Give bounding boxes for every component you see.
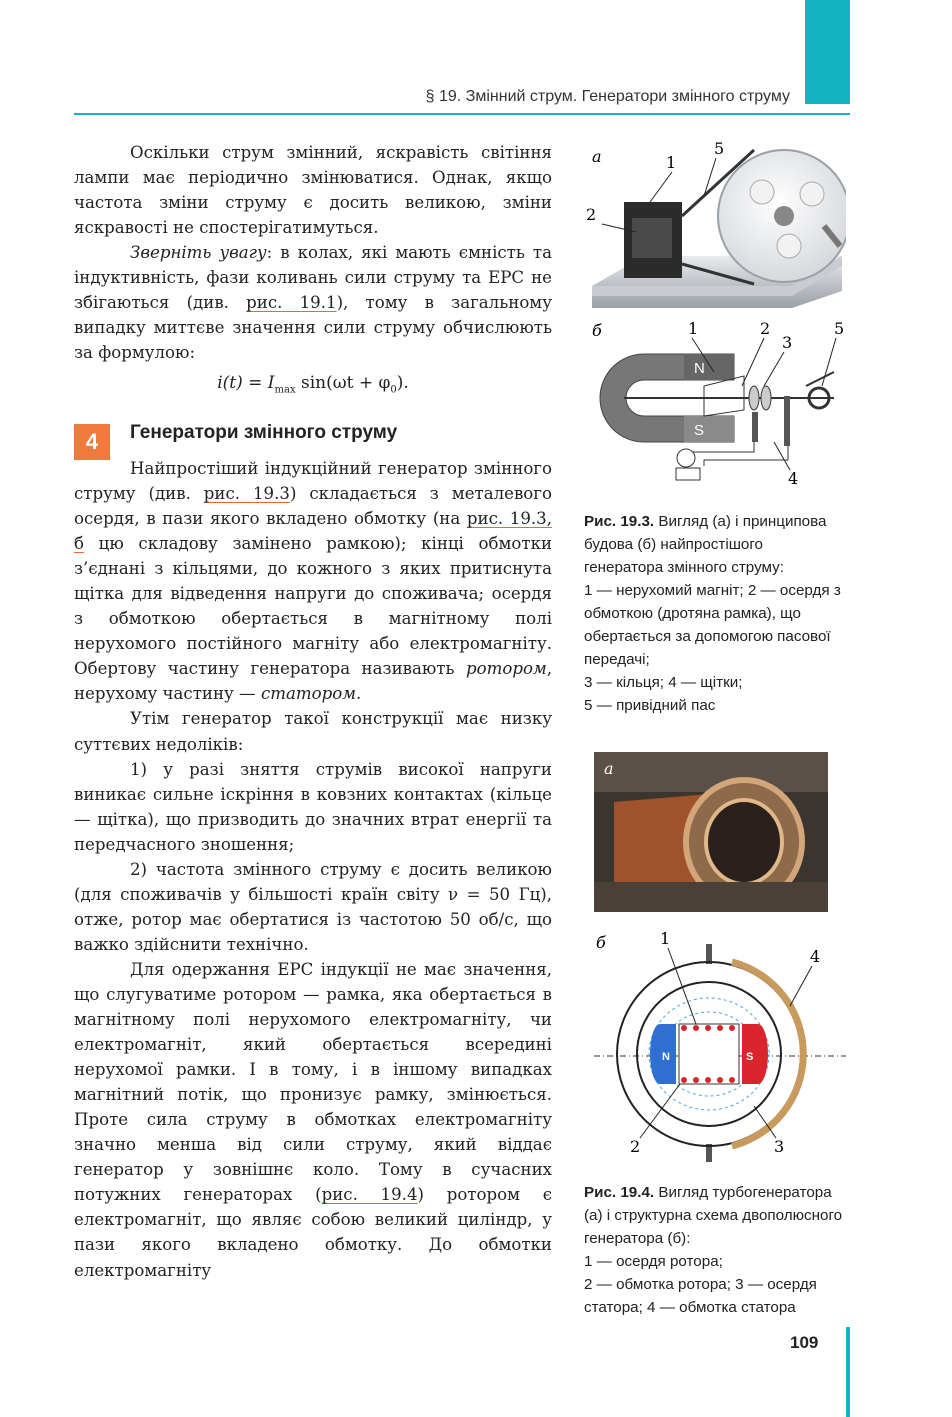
body-paragraph-1: Найпростіший індукційний генератор змінного струму (див. рис. 19.3) складається з металевого осердя, в пази якого вкладено обмотку (на рис. 19.3, б цю складову замінено рамкою); кінці обмотки з’єднані з кільцями, до кожного з яких притиснута щітка для відведення напруги до споживача; осердя з обмоткою обертається в магнітному полі нерухомого постійного магніту або електромагніту. Обертову частину генератора називають ротором, нерухому частину — статором. — [74, 459, 552, 704]
figure-number: 5 — [834, 319, 845, 338]
brush — [752, 412, 758, 442]
wheel-hole — [800, 182, 824, 206]
pointer-line — [822, 338, 836, 386]
pointer-line — [650, 172, 672, 202]
figure-link[interactable]: рис. 19.4 — [321, 1185, 418, 1205]
term-rotor: ротором — [466, 659, 547, 679]
figure-number: 5 — [714, 139, 725, 158]
figure-link[interactable]: рис. 19.3, б — [74, 509, 552, 554]
caption-title: Рис. 19.3. — [584, 513, 655, 530]
figure-number: 1 — [666, 153, 677, 172]
brush — [784, 396, 790, 446]
figure-number: 1 — [688, 319, 699, 338]
stator-bore — [706, 800, 782, 884]
chapter-tab — [805, 0, 850, 104]
header-rule — [74, 113, 850, 115]
note-label: Зверніть увагу — [130, 243, 267, 263]
figure-19-4b-diagram — [584, 924, 846, 1162]
figure-label: а — [604, 759, 614, 778]
body-text — [74, 456, 552, 1283]
pointer-line — [790, 966, 812, 1006]
pole-s-label: S — [746, 1051, 754, 1063]
figure-label: б — [592, 321, 602, 340]
intro-paragraph-1: Оскільки струм змінний, яскравість світіння лампи має періодично змінюватися. Однак, якщо частота зміни струму є досить великою, зміни яскравості не спостерігатимуться. — [74, 143, 552, 238]
pole-n-label: N — [662, 1051, 670, 1063]
section-number: 4 — [74, 424, 110, 460]
body-paragraph-3: 1) у разі зняття струмів високої напруги виникає сильне іскріння в ковзних контактах (кільце — щітка), що призводить до значних втрат енергії та передчасного зношення; — [74, 759, 552, 854]
page-side-bar — [846, 1327, 850, 1417]
body-paragraph-2: Утім генератор такої конструкції має низку суттєвих недоліків: — [74, 709, 552, 754]
figure-label: б — [596, 933, 606, 952]
intro-paragraph-2: Зверніть увагу: в колах, які мають ємність та індуктивність, фази коливань сили струму та ЕРС не збігаються (див. рис. 19.1), тому в загальному випадку миттєве значення сили струму обчислюють за формулою: — [74, 243, 552, 363]
pole-n — [684, 354, 734, 380]
photo-floor — [594, 882, 828, 912]
rotor-core — [679, 1024, 739, 1084]
figure-19-3-caption: Рис. 19.3. Вигляд (а) і принципова будова (б) найпростішого генератора змінного струму: 1 — нерухомий магніт; 2 — осердя з обмоткою (дротяна рамка), що обертається за допомогою пасової передачі; 3 — кільця; 4 — щітки; 5 — привідний пас — [584, 513, 841, 714]
belt — [806, 372, 834, 386]
page-number: 109 — [790, 1333, 819, 1352]
wire-frame — [704, 376, 744, 416]
section-title: Генератори змінного струму — [130, 422, 398, 443]
running-header: § 19. Змінний струм. Генератори змінного струму — [425, 88, 790, 105]
pointer-line — [668, 948, 696, 1024]
figure-number: 4 — [810, 947, 821, 966]
figure-number: 4 — [788, 469, 799, 488]
pole-n-label: N — [694, 360, 705, 377]
pointer-line — [742, 338, 764, 386]
figure-number: 3 — [774, 1137, 785, 1156]
wire — [704, 446, 788, 466]
coil-core — [632, 218, 672, 258]
wheel-hub — [774, 206, 794, 226]
body-paragraph-4: 2) частота змінного струму є досить великою (для споживачів у більшості країн світу ν = 50 Гц), отже, ротор має обертатися із частотою 50 об/с, що важко здійснити технічно. — [74, 859, 552, 954]
photo-ceiling — [594, 752, 828, 792]
figure-number: 3 — [782, 333, 793, 352]
intro-text — [74, 140, 552, 407]
figure-19-3a-photo — [584, 136, 846, 312]
figure-number: 2 — [586, 205, 597, 224]
current-formula: $i(t) = I_{max}$ $\sin(\omega t + \varphi_0)$. — [217, 373, 409, 396]
lamp-base — [676, 468, 700, 480]
figure-19-3b-diagram — [584, 316, 850, 492]
slip-ring — [749, 386, 759, 410]
figure-link[interactable]: рис. 19.1 — [246, 293, 337, 313]
figure-number: 2 — [760, 319, 771, 338]
lamp-bulb — [677, 449, 695, 467]
caption-title: Рис. 19.4. — [584, 1184, 655, 1201]
figure-number: 2 — [630, 1137, 641, 1156]
figure-link[interactable]: рис. 19.3 — [203, 484, 290, 504]
pole-s-label: S — [694, 422, 705, 439]
wheel-hole — [777, 234, 801, 258]
pointer-line — [640, 1084, 680, 1138]
figure-19-4a-photo — [594, 752, 828, 912]
slip-ring — [761, 386, 771, 410]
figure-number: 1 — [660, 929, 671, 948]
figure-label: а — [592, 147, 602, 166]
term-stator: статором — [260, 684, 356, 704]
pole-s — [684, 416, 734, 442]
body-paragraph-5: Для одержання ЕРС індукції не має значення, що слугуватиме ротором — рамка, яка обертається в магнітному полі нерухомого електромагніту, чи електромагніт, який обертається всередині нерухомої рамки. І в тому, і в іншому випадках магнітний потік, що пронизує рамку, змінюється. Проте сила струму в обмотках електромагніту значно менша від сили струму, який віддає генератор у зовнішнє коло. Тому в сучасних потужних генераторах (рис. 19.4) ротором є електромагніт, що являє собою великий циліндр, у пази якого вкладено обмотку. До обмотки електромагніту — [74, 959, 553, 1280]
wheel-hole — [750, 180, 774, 204]
pointer-line — [764, 352, 784, 386]
figure-19-4-caption: Рис. 19.4. Вигляд турбогенератора (а) і структурна схема двополюсного генератора (б): 1 — осердя ротора; 2 — обмотка ротора; 3 — осердя статора; 4 — обмотка статора — [584, 1184, 843, 1316]
